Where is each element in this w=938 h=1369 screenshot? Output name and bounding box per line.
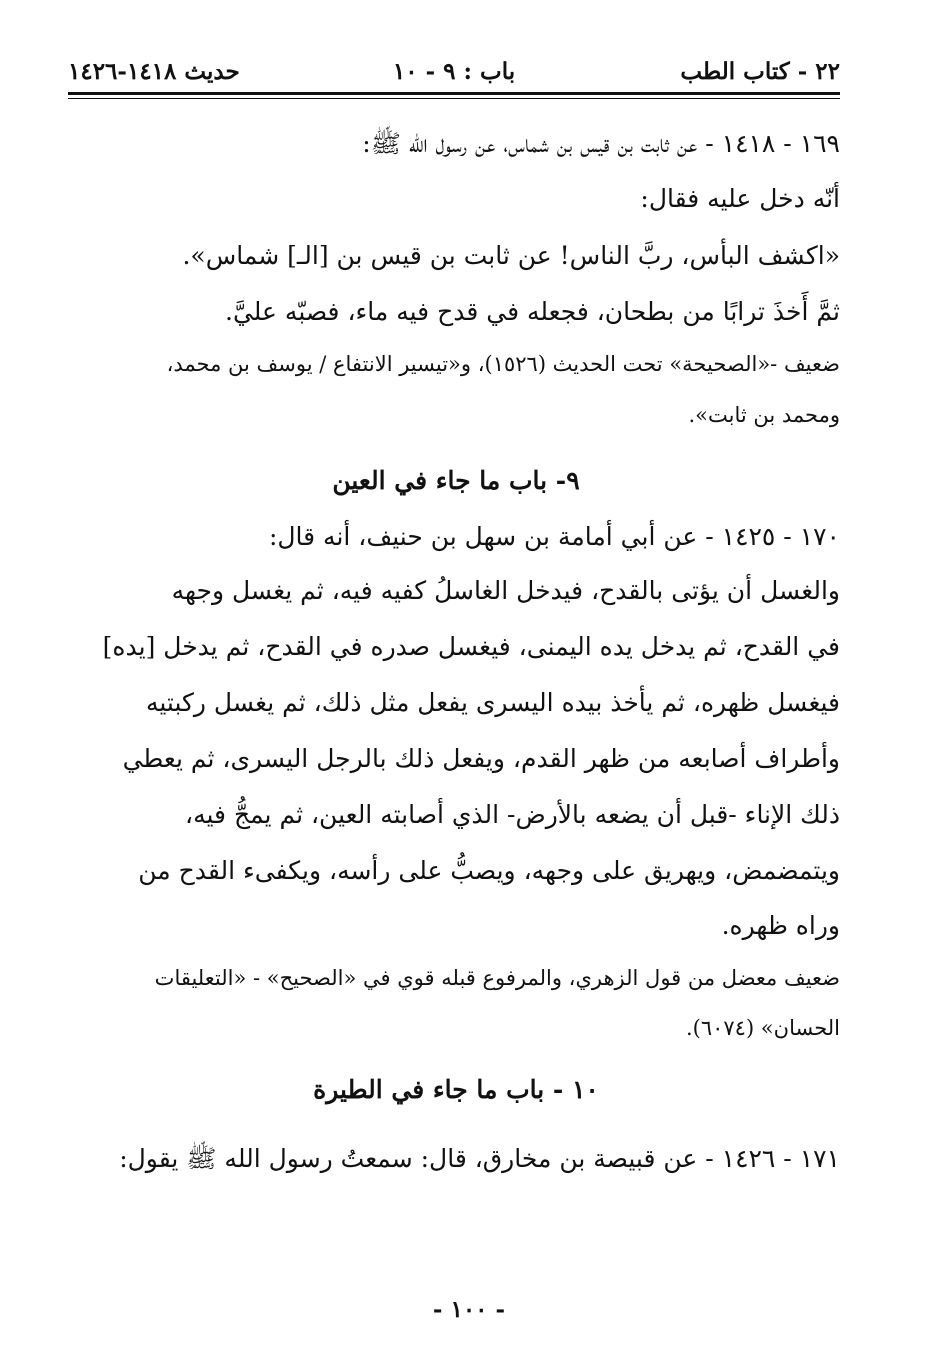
hadith-170-text-line-4: وأطراف أصابعه من ظهر القدم، ويفعل ذلك بالرجل اليسرى، ثم يعطي: [122, 744, 840, 773]
hadith-170-text-line-2: في القدح، ثم يدخل يده اليمنى، فيغسل صدره في القدح، ثم يدخل [يده]: [102, 632, 840, 661]
hadith-169-grading-line-2: ومحمد بن ثابت».: [688, 403, 840, 427]
hadith-170-text-line-5: ذلك الإناء -قبل أن يضعه بالأرض- الذي أصابته العين، ثم يمجُّ فيه،: [185, 800, 840, 829]
page-body: [72, 0, 840, 1369]
hadith-169-line-4: ثمَّ أَخذَ ترابًا من بطحان، فجعله في قدح فيه ماء، فصبّه عليَّ.: [225, 297, 840, 326]
section-10-heading: ١٠ - باب ما جاء في الطيرة: [313, 1075, 599, 1104]
hadith-170-text-line-7: وراه ظهره.: [721, 911, 840, 940]
hadith-170-text-line-6: ويتمضمض، ويهريق على وجهه، ويصبُّ على رأسه، ويكفىء القدح من: [138, 856, 840, 885]
page-number: - ١٠٠ -: [432, 1296, 506, 1323]
hadith-169-grading-line-1: ضعيف -«الصحيحة» تحت الحديث (١٥٢٦)، و«تيسير الانتفاع / يوسف بن محمد،: [166, 352, 840, 376]
hadith-171-isnad: ١٧١ - ١٤٢٦ - عن قبيصة بن مخارق، قال: سمعتُ رسول الله ﷺ يقول:: [119, 1144, 840, 1173]
hadith-170-text-line-3: فيغسل ظهره، ثم يأخذ بيده اليسرى يفعل مثل ذلك، ثم يغسل ركبتيه: [145, 688, 840, 717]
hadith-170-text-line-1: والغسل أن يؤتى بالقدح، فيدخل الغاسلُ كفيه فيه، ثم يغسل وجهه: [171, 576, 840, 605]
hadith-169-line-2: أنّه دخل عليه فقال:: [640, 184, 840, 213]
header-chapter: ٢٢ - كتاب الطب: [680, 58, 840, 85]
hadith-169-isnad: ١٦٩ - ١٤١٨ - عن ثابت بن قيس بن شماس، عن رسول الله ﷺ:: [362, 129, 840, 158]
section-9-heading: ٩- باب ما جاء في العين: [332, 466, 580, 495]
hadith-169-line-3: «اكشف البأس، ربَّ الناس! عن ثابت بن قيس بن [الـ] شماس».: [182, 241, 840, 270]
hadith-170-grading-line-2: الحسان» (٦٠٧٤).: [685, 1016, 840, 1040]
hadith-170-grading-line-1: ضعيف معضل من قول الزهري، والمرفوع قبله قوي في «الصحيح» - «التعليقات: [154, 966, 840, 990]
hadith-170-isnad: ١٧٠ - ١٤٢٥ - عن أبي أمامة بن سهل بن حنيف، أنه قال:: [268, 522, 840, 551]
header-hadith-range: حديث ١٤١٨-١٤٢٦: [68, 58, 240, 85]
header-chapter-range: باب : ٩ - ١٠: [392, 58, 516, 85]
